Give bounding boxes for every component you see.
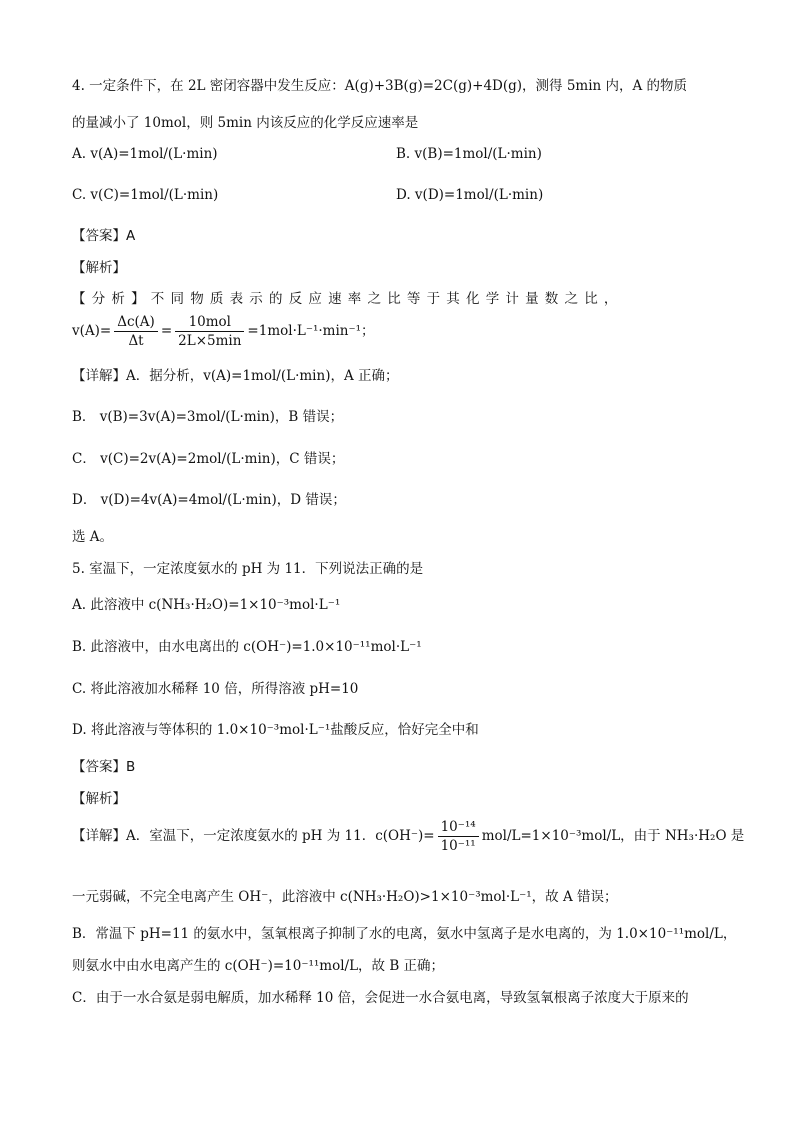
q5-option-b: B. 此溶液中，由水电离出的 c(OH⁻)=1.0×10⁻¹¹mol·L⁻¹ <box>72 639 422 655</box>
q5-detail-a-line2: 一元弱碱，不完全电离产生 OH⁻，此溶液中 c(NH₃·H₂O)>1×10⁻³mol·L⁻¹，故 A 错误； <box>72 889 618 905</box>
q5-option-c: C. 将此溶液加水稀释 10 倍，所得溶液 pH=10 <box>72 681 359 697</box>
q4-analysis-text: 【分析】不同物质表示的反应速率之比等于其化学计量数之比， <box>72 291 624 307</box>
q4-option-b: B. v(B)=1mol/(L·min) <box>396 146 542 162</box>
fraction-2-numerator: 10mol <box>175 313 244 332</box>
q4-detail-b: B． v(B)=3v(A)=3mol/(L·min)，B 错误； <box>72 409 344 425</box>
detail-a-fraction-numerator: 10⁻¹⁴ <box>438 818 479 837</box>
detail-a-post: mol/L=1×10⁻³mol/L，由于 NH₃·H₂O 是 <box>481 828 745 844</box>
formula-lhs: v(A)= <box>72 323 112 339</box>
q5-analysis-label: 【解析】 <box>72 791 126 807</box>
q5-option-d: D. 将此溶液与等体积的 1.0×10⁻³mol·L⁻¹盐酸反应，恰好完全中和 <box>72 722 479 738</box>
formula-fraction-1 <box>114 313 158 350</box>
q4-answer: 【答案】A <box>72 228 136 244</box>
detail-a-fraction-denominator: 10⁻¹¹ <box>440 838 476 854</box>
q4-analysis-label: 【解析】 <box>72 260 126 276</box>
fraction-1-denominator: Δt <box>128 333 144 349</box>
fraction-1-numerator: Δc(A) <box>114 313 158 332</box>
fraction-2-denominator: 2L×5min <box>178 333 242 349</box>
q5-detail-a-line1 <box>72 818 744 855</box>
q4-option-c: C. v(C)=1mol/(L·min) <box>72 187 219 203</box>
q4-detail-c: C． v(C)=2v(A)=2mol/(L·min)，C 错误； <box>72 451 345 467</box>
formula-rhs: =1mol·L⁻¹·min⁻¹； <box>247 323 375 339</box>
q4-choose: 选 A。 <box>72 529 114 545</box>
q4-option-d: D. v(D)=1mol/(L·min) <box>396 187 544 203</box>
q4-stem-line2: 的量减小了 10mol，则 5min 内该反应的化学反应速率是 <box>72 115 419 131</box>
q4-stem-line1: 4. 一定条件下，在 2L 密闭容器中发生反应：A(g)+3B(g)=2C(g)+4D(g)，测得 5min 内，A 的物质 <box>72 78 688 94</box>
q5-stem: 5. 室温下，一定浓度氨水的 pH 为 11．下列说法正确的是 <box>72 561 424 577</box>
q5-answer: 【答案】B <box>72 759 136 775</box>
q5-option-a: A. 此溶液中 c(NH₃·H₂O)=1×10⁻³mol·L⁻¹ <box>72 597 341 613</box>
formula-eq: = <box>160 323 173 339</box>
q5-detail-b-line2: 则氨水中由水电离产生的 c(OH⁻)=10⁻¹¹mol/L，故 B 正确； <box>72 958 445 974</box>
q4-detail-d: D． v(D)=4v(A)=4mol/(L·min)，D 错误； <box>72 492 346 508</box>
detail-a-fraction <box>438 818 479 855</box>
q4-option-a: A. v(A)=1mol/(L·min) <box>72 146 218 162</box>
q5-detail-c-line1: C．由于一水合氨是弱电解质，加水稀释 10 倍，会促进一水合氨电离，导致氢氧根离子浓度大于原来的 <box>72 990 689 1006</box>
q4-detail-a: 【详解】A．据分析，v(A)=1mol/(L·min)，A 正确； <box>72 368 399 384</box>
q5-detail-b-line1: B．常温下 pH=11 的氨水中，氢氧根离子抑制了水的电离，氨水中氢离子是水电离的，为 1.0×10⁻¹¹mol/L， <box>72 926 737 942</box>
q4-formula <box>72 313 375 350</box>
formula-fraction-2 <box>175 313 244 350</box>
detail-a-pre: 【详解】A．室温下，一定浓度氨水的 pH 为 11．c(OH⁻)= <box>72 828 435 844</box>
